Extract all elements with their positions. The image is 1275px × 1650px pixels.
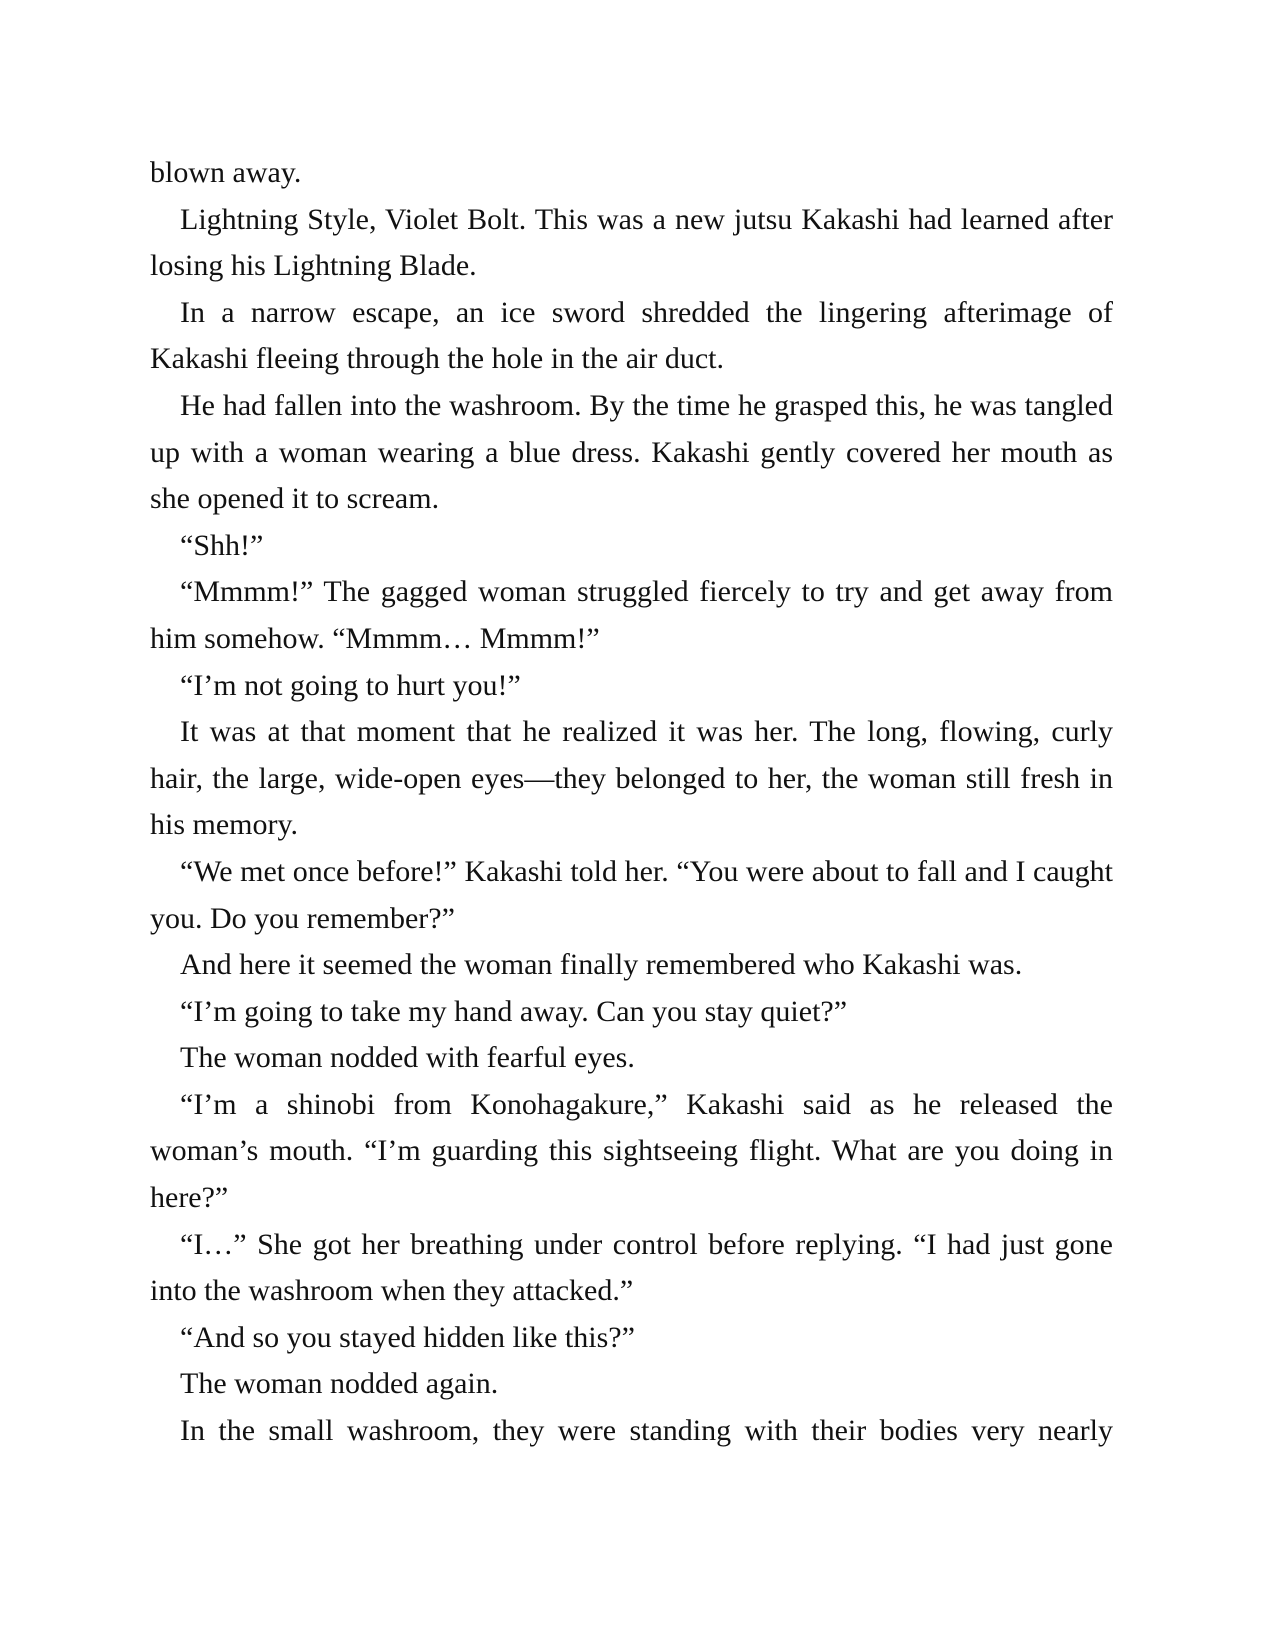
paragraph-2: Lightning Style, Violet Bolt. This was a new jutsu Kakashi had learned after losing his Lightning Blade.: [150, 202, 1113, 283]
paragraph-9: “We met once before!” Kakashi told her. “You were about to fall and I caught you. Do you remember?”: [150, 854, 1113, 935]
paragraph-10: And here it seemed the woman finally remembered who Kakashi was.: [180, 948, 1023, 982]
paragraph-7: “I’m not going to hurt you!”: [180, 668, 521, 702]
paragraph-6: “Mmmm!” The gagged woman struggled fiercely to try and get away from him somehow. “Mmmm… Mmmm!”: [150, 575, 1113, 655]
paragraph-15: “And so you stayed hidden like this?”: [180, 1320, 635, 1354]
paragraph-11: “I’m going to take my hand away. Can you stay quiet?”: [180, 994, 848, 1028]
paragraph-5: “Shh!”: [180, 528, 264, 562]
paragraph-12: The woman nodded with fearful eyes.: [180, 1041, 635, 1075]
paragraph-14: “I…” She got her breathing under control before replying. “I had just gone into the washroom when they attacked.”: [150, 1227, 1113, 1308]
paragraph-13: “I’m a shinobi from Konohagakure,” Kakashi said as he released the woman’s mouth. “I’m guarding this sightseeing flight. What are you doing in here?”: [150, 1087, 1113, 1215]
paragraph-1: blown away.: [150, 156, 302, 189]
paragraph-4: He had fallen into the washroom. By the time he grasped this, he was tangled up with a woman wearing a blue dress. Kakashi gently covered her mouth as she opened it to scream.: [150, 388, 1113, 516]
book-page: [150, 150, 1113, 1455]
paragraph-8: It was at that moment that he realized it was her. The long, flowing, curly hair, the large, wide-open eyes—they belonged to her, the woman still fresh in his memory.: [150, 715, 1113, 842]
paragraph-16: The woman nodded again.: [180, 1367, 499, 1401]
paragraph-3: In a narrow escape, an ice sword shredded the lingering afterimage of Kakashi fleeing through the hole in the air duct.: [150, 295, 1113, 376]
paragraph-17: In the small washroom, they were standing with their bodies very nearly: [180, 1414, 1113, 1448]
